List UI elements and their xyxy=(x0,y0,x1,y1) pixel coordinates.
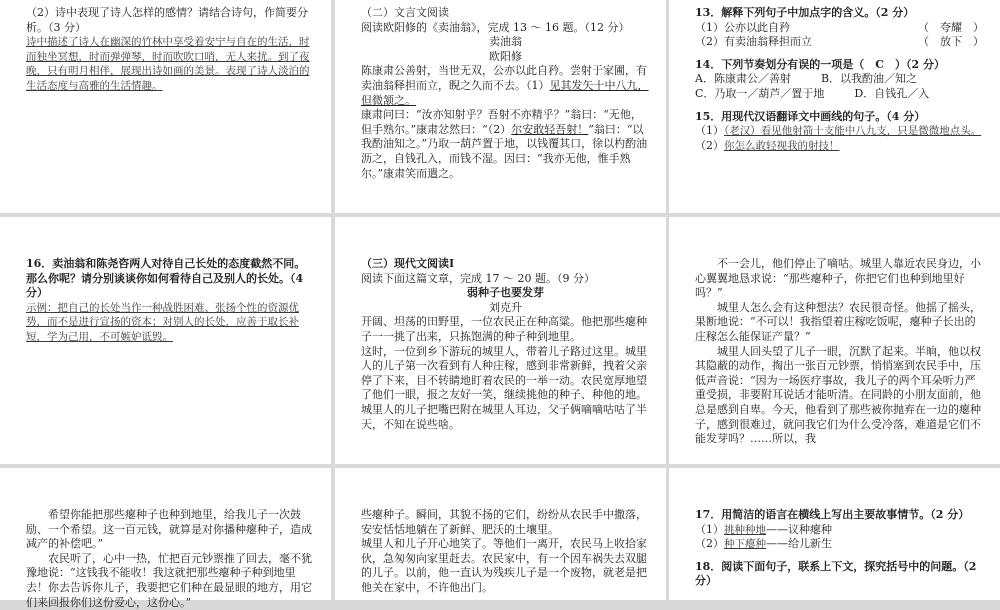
answer-text: （ 放下 ） xyxy=(918,35,984,49)
panel-story-cont-3 xyxy=(335,468,666,600)
q15-answer-1 xyxy=(695,124,984,139)
q13-item-2 xyxy=(695,35,984,50)
underlined-sentence: 见其发矢十中八九，但微颔之。 xyxy=(361,78,649,107)
answer-text: 你怎么敢轻视我的射技！ xyxy=(724,139,840,152)
item-text: ——议种瘪种 xyxy=(766,522,832,536)
panel-story-cont-2 xyxy=(0,468,331,609)
paragraph: 城里人的儿子把嘴巴附在城里人耳边，父子俩嘀嘀咕咕了半天，不知在说些啥。 xyxy=(361,402,647,431)
question-13: 13．解释下列句子中加点字的含义。（2 分） xyxy=(695,6,915,19)
answer-text: 挑种种地 xyxy=(724,523,766,536)
paragraph: 些瘪种子。瞬间，其貌不扬的它们，纷纷从农民手中撒落，安安恬恬地躺在了新鲜、肥沃的土壤里。 xyxy=(361,508,647,536)
section-intro: 阅读下面这篇文章，完成 17 ～ 20 题。（9 分） xyxy=(361,271,595,285)
text-segment: 康肃问曰：“汝亦知射乎？吾射不亦精乎？”翁曰：“无他，但手熟尔。”康肃忿然曰：“（2） xyxy=(361,108,642,136)
q13-item-1 xyxy=(695,21,984,36)
article-title: 卖油翁 xyxy=(489,35,522,49)
q14-options-ab xyxy=(695,72,984,87)
question-16: 16．卖油翁和陈尧咨两人对待自己长处的态度截然不同。那么你呢？请分别谈谈你如何看待自己及别人的长处。（4 分） xyxy=(26,257,306,300)
panel-modern-text xyxy=(335,217,666,464)
option-a: A．陈康肃公／善射 xyxy=(695,72,791,86)
question-17: 17．用简洁的语言在横线上写出主要故事情节。（2 分） xyxy=(695,508,970,521)
question-14: 14．下列节奏划分有误的一项是（ C ）（2 分） xyxy=(695,57,946,71)
section-heading: （三）现代文阅读Ⅰ xyxy=(361,257,455,270)
item-number: （2） xyxy=(695,537,724,551)
text-segment: ”翁曰：“以我酌油知之。”乃取一葫芦置于地，以钱覆其口，徐以杓酌油沥之，自钱孔入，而钱不湿。因曰：“我亦无他，惟手熟尔。”康肃笑而遣之。 xyxy=(361,122,648,180)
section-heading: （二）文言文阅读 xyxy=(361,6,449,19)
section-intro: 阅读欧阳修的《卖油翁》，完成 13 ～ 16 题。（12 分） xyxy=(361,20,630,34)
paragraph: 城里人怎么会有这种想法？农民很奇怪。他摇了摇头，果断地说：“不可以！我指望着庄稼吃饭呢，瘪种子长出的庄稼怎么能保证产量？” xyxy=(695,300,981,343)
panel-poem-q xyxy=(0,0,331,213)
question-18: 18．阅读下面句子，联系上下文，探究括号中的问题。（2 分） xyxy=(695,559,977,588)
text-segment: 陈康肃公善射，当世无双，公亦以此自矜。尝射于家圃，有卖油翁释担而立，睨之久而不去。（1） xyxy=(361,64,647,92)
article-author: 欧阳修 xyxy=(489,49,522,63)
q14-options-cd xyxy=(695,87,984,102)
option-b: B．以我酌油／知之 xyxy=(820,72,918,86)
article-title: 弱种子也要发芽 xyxy=(467,286,544,300)
paragraph: 农民听了，心中一热，忙把百元钞票推了回去，毫不犹豫地说：“这钱我不能收！我这就把那些瘪种子种到地里去！你去告诉你儿子，我要把它们种在最显眼的地方，用它们来回报你们这份爱心，这份心。” xyxy=(26,551,312,609)
item-text: （2）有卖油翁释担而立 xyxy=(695,35,812,49)
paragraph: 不一会儿，他们停止了嘀咕。城里人靠近农民身边，小心翼翼地恳求说：“那些瘪种子，你把它们也种到地里好吗？” xyxy=(695,257,981,300)
panel-q16 xyxy=(0,217,331,464)
item-text: ——给儿新生 xyxy=(766,537,832,551)
panel-story-cont xyxy=(669,217,1000,464)
paragraph: 希望你能把那些瘪种子也种到地里，给我儿子一次鼓励、一个希望。这一百元钱，就算是对你播种瘪种子，造成减产的补偿吧。” xyxy=(26,508,312,551)
panel-q17-18 xyxy=(669,468,1000,600)
answer-text: （老汉）看见他射箭十支能中八九支，只是微微地点头。 xyxy=(724,125,982,138)
q15-answer-2 xyxy=(695,139,984,154)
option-d: D．自钱孔／入 xyxy=(854,86,930,100)
answer-text: 示例：把自己的长处当作一种战胜困难、张扬个性的资源优势，而不是进行宣扬的资本；对别人的长处，应善于取长补短，学为己用，不可嫉妒诋毁。 xyxy=(26,301,299,343)
q17-answer-1 xyxy=(695,523,984,538)
paragraph xyxy=(361,64,650,108)
paragraph xyxy=(361,108,650,181)
underlined-sentence: 尔安敢轻吾射！ xyxy=(511,122,589,136)
panel-classical-text xyxy=(335,0,666,213)
item-text: （1）公亦以此自矜 xyxy=(695,20,790,34)
answer-text: （ 夸耀 ） xyxy=(918,20,984,34)
answer-text: 诗中描述了诗人在幽深的竹林中享受着安宁与自在的生活，时而独坐冥想，时而弹弹琴，时而吹吹口哨，无人来扰。到了夜晚，只有明月相伴，展现出诗如画的美景。表现了诗人淡泊的生活态度与高雅的生活情趣。 xyxy=(26,36,310,92)
item-number: （2） xyxy=(695,138,724,152)
option-c: C．乃取一／葫芦／置于地 xyxy=(695,86,825,100)
item-number: （1） xyxy=(695,522,724,536)
paragraph: 这时，一位到乡下游玩的城里人，带着儿子路过这里。城里人的儿子第一次看到有人种庄稼，感到非常新鲜，拽着父亲停了下来，目不转睛地盯着农民的一举一动。农民宽厚地望了他们一眼，报之友好一笑，继续挑他的种子、种他的地。 xyxy=(361,344,647,402)
question-text: （2）诗中表现了诗人怎样的感情？请结合诗句，作简要分析。（3 分） xyxy=(26,6,308,34)
paragraph: 城里人和儿子开心地笑了。等他们一离开，农民马上收拾家伙，急匆匆向家里赶去。农民家中，有一个因车祸失去双腿的儿子。以前，他一直认为残疾儿子是一个废物，就老是把他关在家中，不许他出门。 xyxy=(361,537,647,594)
item-number: （1） xyxy=(695,124,724,138)
q17-answer-2 xyxy=(695,537,984,552)
article-author: 刘克升 xyxy=(489,300,522,314)
panel-q13-15 xyxy=(669,0,1000,213)
answer-text: 种下瘪种 xyxy=(724,538,766,551)
question-15: 15．用现代汉语翻译文中画线的句子。（4 分） xyxy=(695,109,926,123)
paragraph: 城里人回头望了儿子一眼，沉默了起来。半晌，他以权其隐蔽的动作，掏出一张百元钞票，悄悄塞到农民手中，压低声音说：“因为一场医疗事故，我儿子的两个耳朵听力严重受损，非要附耳说话才能听清。在同龄的小朋友面前，他总是感到自卑。今天，他看到了那些被你抛弃在一边的瘪种子，感到很难过，就问我它们为什么受冷落，难道是它们不能发芽吗？……所以，我 xyxy=(695,344,981,446)
paragraph: 开阔、坦荡的田野里，一位农民正在种高粱。他把那些瘪种子一一挑了出来，只拣饱满的种子种到地里。 xyxy=(361,315,647,343)
